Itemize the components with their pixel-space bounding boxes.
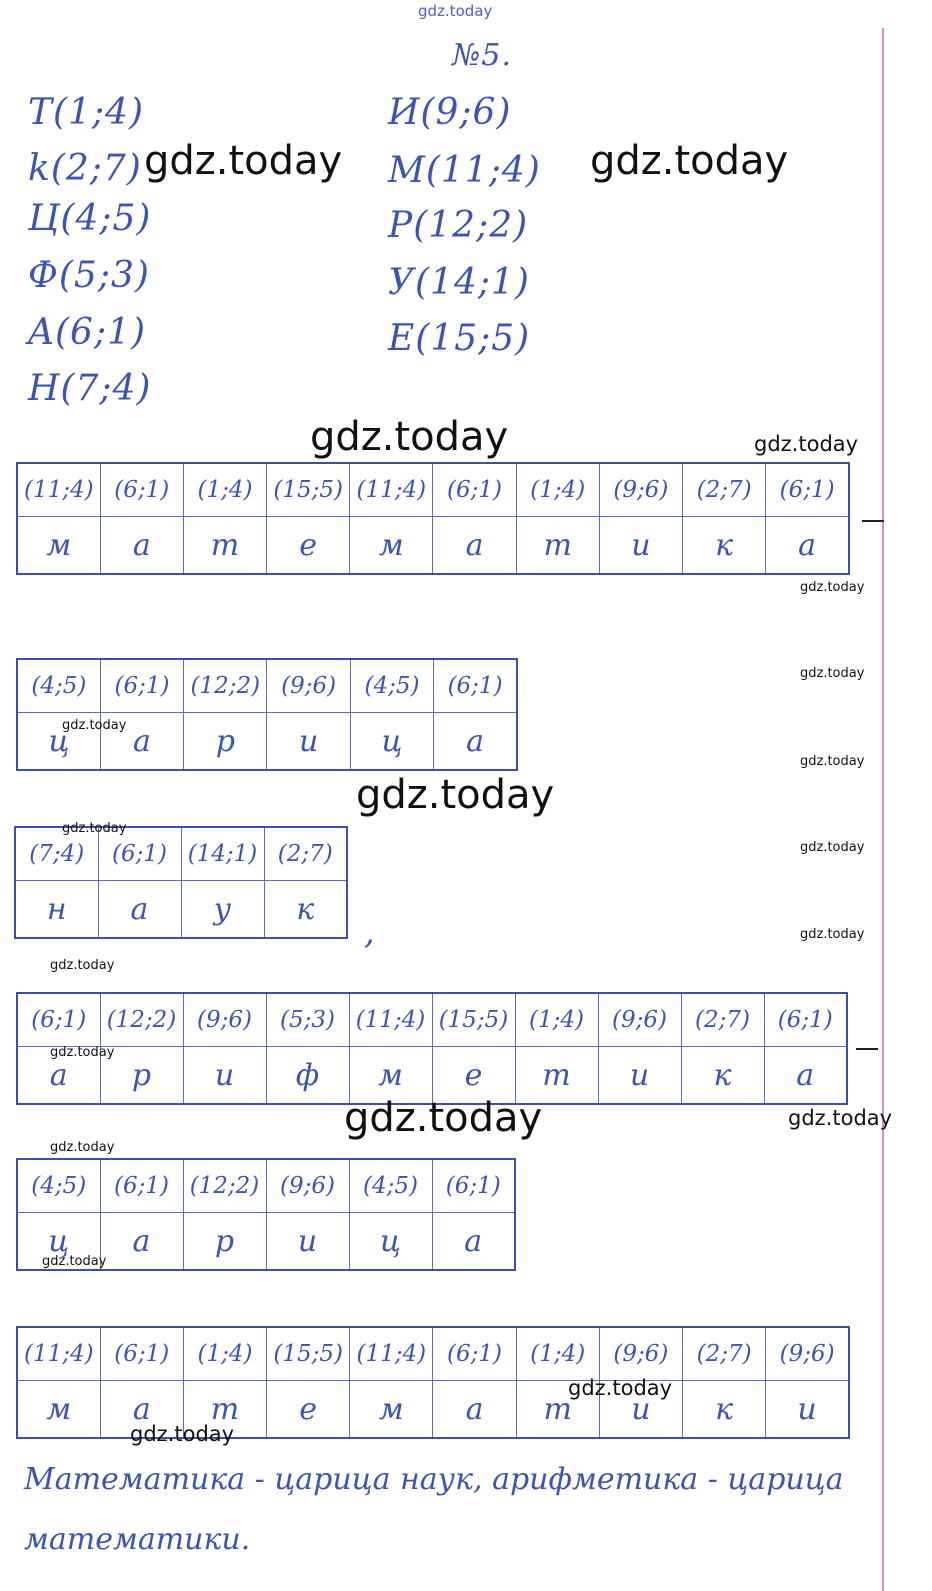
point-ts: Ц(4;5) (28, 198, 152, 239)
cipher-table-4 (16, 992, 848, 1105)
point-a: A(6;1) (28, 312, 147, 353)
coord-cell: (12;2) (184, 659, 267, 713)
coord-cell: (6;1) (766, 463, 849, 517)
letter-cell: т (183, 517, 266, 575)
point-m: M(11;4) (388, 150, 541, 191)
point-k: k(2;7) (28, 148, 142, 189)
letter-cell: ц (17, 713, 100, 771)
letter-cell: а (17, 1047, 100, 1105)
letter-cell: ц (349, 1213, 432, 1271)
letter-cell: е (267, 1381, 350, 1439)
coord-cell: (15;5) (432, 993, 515, 1047)
coord-cell: (9;6) (267, 659, 350, 713)
letter-cell: ц (350, 713, 433, 771)
coord-cell: (2;7) (683, 463, 766, 517)
watermark: gdz.today (144, 138, 343, 184)
answer-sentence-line-1: Математика - царица наук, арифметика - царица (24, 1462, 844, 1497)
letter-cell: е (267, 517, 350, 575)
point-u: У(14;1) (388, 262, 530, 303)
coord-cell: (12;2) (183, 1159, 266, 1213)
letter-cell: к (264, 881, 347, 939)
page-margin-line (882, 28, 884, 1591)
letter-cell: и (766, 1381, 849, 1439)
coord-cell: (11;4) (350, 463, 433, 517)
coord-cell: (6;1) (17, 993, 100, 1047)
watermark: gdz.today (130, 1422, 235, 1446)
coord-cell: (2;7) (681, 993, 764, 1047)
coord-cell: (11;4) (349, 993, 432, 1047)
coord-cell: (14;1) (181, 827, 264, 881)
point-e: E(15;5) (388, 318, 531, 359)
watermark: gdz.today (568, 1376, 673, 1400)
coord-cell: (9;6) (598, 993, 681, 1047)
letter-cell: а (433, 517, 516, 575)
point-f: Ф(5;3) (28, 255, 150, 296)
watermark: gdz.today (800, 666, 865, 681)
coord-cell: (11;4) (17, 1327, 100, 1381)
watermark: gdz.today (50, 1140, 115, 1155)
letter-cell: к (683, 1381, 766, 1439)
coord-cell: (6;1) (100, 659, 183, 713)
coord-cell: (6;1) (100, 1327, 183, 1381)
watermark: gdz.today (62, 821, 127, 836)
letter-cell: м (349, 1047, 432, 1105)
coord-cell: (9;6) (766, 1327, 849, 1381)
letter-cell: м (350, 517, 433, 575)
letter-cell: и (599, 517, 682, 575)
coord-cell: (6;1) (434, 659, 517, 713)
coord-cell: (2;7) (264, 827, 347, 881)
letter-cell: а (100, 517, 183, 575)
letter-cell: а (100, 1213, 183, 1271)
watermark: gdz.today (50, 958, 115, 973)
coord-cell: (1;4) (183, 463, 266, 517)
watermark: gdz.today (800, 927, 865, 942)
coord-cell: (11;4) (350, 1327, 433, 1381)
coord-cell: (9;6) (183, 993, 266, 1047)
point-r: P(12;2) (388, 205, 529, 246)
letter-cell: м (17, 1381, 100, 1439)
watermark: gdz.today (800, 580, 865, 595)
letter-cell: а (100, 713, 183, 771)
coord-cell: (9;6) (599, 463, 682, 517)
point-t: T(1;4) (28, 92, 145, 133)
margin-dash (856, 1048, 878, 1050)
coord-cell: (1;4) (183, 1327, 266, 1381)
coord-cell: (2;7) (683, 1327, 766, 1381)
watermark: gdz.today (788, 1106, 893, 1130)
letter-cell: а (766, 517, 849, 575)
coord-cell: (11;4) (17, 463, 100, 517)
coord-cell: (4;5) (17, 1159, 100, 1213)
letter-cell: ц (17, 1213, 100, 1271)
watermark: gdz.today (42, 1254, 107, 1269)
watermark: gdz.today (344, 1095, 543, 1141)
watermark: gdz.today (590, 138, 789, 184)
letter-cell: н (15, 881, 98, 939)
coord-cell: (6;1) (432, 1159, 515, 1213)
coord-cell: (6;1) (764, 993, 847, 1047)
point-i: И(9;6) (388, 92, 512, 133)
coord-cell: (1;4) (516, 1327, 599, 1381)
coord-cell: (6;1) (100, 1159, 183, 1213)
letter-cell: и (183, 1047, 266, 1105)
letter-cell: т (183, 1381, 266, 1439)
coord-cell: (4;5) (17, 659, 100, 713)
letter-cell: и (267, 713, 350, 771)
coord-cell: (6;1) (433, 1327, 516, 1381)
watermark: gdz.today (50, 1045, 115, 1060)
watermark: gdz.today (800, 840, 865, 855)
letter-cell: и (266, 1213, 349, 1271)
letter-cell: а (764, 1047, 847, 1105)
letter-cell: т (515, 1047, 598, 1105)
letter-cell: р (184, 713, 267, 771)
letter-cell: и (599, 1381, 682, 1439)
coord-cell: (1;4) (515, 993, 598, 1047)
letter-cell: м (350, 1381, 433, 1439)
coord-cell: (9;6) (266, 1159, 349, 1213)
coord-cell: (1;4) (516, 463, 599, 517)
letter-cell: т (516, 517, 599, 575)
coord-cell: (6;1) (98, 827, 181, 881)
coord-cell: (5;3) (266, 993, 349, 1047)
letter-cell: к (683, 517, 766, 575)
cipher-table-1 (16, 462, 850, 575)
coord-cell: (15;5) (267, 463, 350, 517)
letter-cell: а (432, 1213, 515, 1271)
coord-cell: (12;2) (100, 993, 183, 1047)
coord-cell: (4;5) (349, 1159, 432, 1213)
coord-cell: (4;5) (350, 659, 433, 713)
watermark: gdz.today (310, 414, 509, 460)
letter-cell: р (183, 1213, 266, 1271)
task-number: №5. (452, 38, 513, 73)
watermark: gdz.today (62, 718, 127, 733)
margin-dash (862, 520, 884, 522)
coord-cell: (7;4) (15, 827, 98, 881)
letter-cell: м (17, 517, 100, 575)
coord-cell: (9;6) (599, 1327, 682, 1381)
letter-cell: е (432, 1047, 515, 1105)
coord-cell: (6;1) (100, 463, 183, 517)
answer-sentence-line-2: математики. (24, 1522, 251, 1557)
watermark: gdz.today (356, 772, 555, 818)
coord-cell: (6;1) (433, 463, 516, 517)
cipher-table-3 (14, 826, 348, 939)
watermark: gdz.today (754, 432, 859, 456)
letter-cell: а (98, 881, 181, 939)
letter-cell: а (100, 1381, 183, 1439)
letter-cell: к (681, 1047, 764, 1105)
letter-cell: ф (266, 1047, 349, 1105)
letter-cell: т (516, 1381, 599, 1439)
letter-cell: а (433, 1381, 516, 1439)
letter-cell: а (434, 713, 517, 771)
comma-mark: , (364, 912, 376, 952)
watermark: gdz.today (800, 754, 865, 769)
letter-cell: у (181, 881, 264, 939)
coord-cell: (15;5) (267, 1327, 350, 1381)
cipher-table-2 (16, 658, 518, 771)
site-mark-top: gdz.today (418, 2, 493, 20)
letter-cell: р (100, 1047, 183, 1105)
point-n: H(7;4) (28, 368, 152, 409)
letter-cell: и (598, 1047, 681, 1105)
